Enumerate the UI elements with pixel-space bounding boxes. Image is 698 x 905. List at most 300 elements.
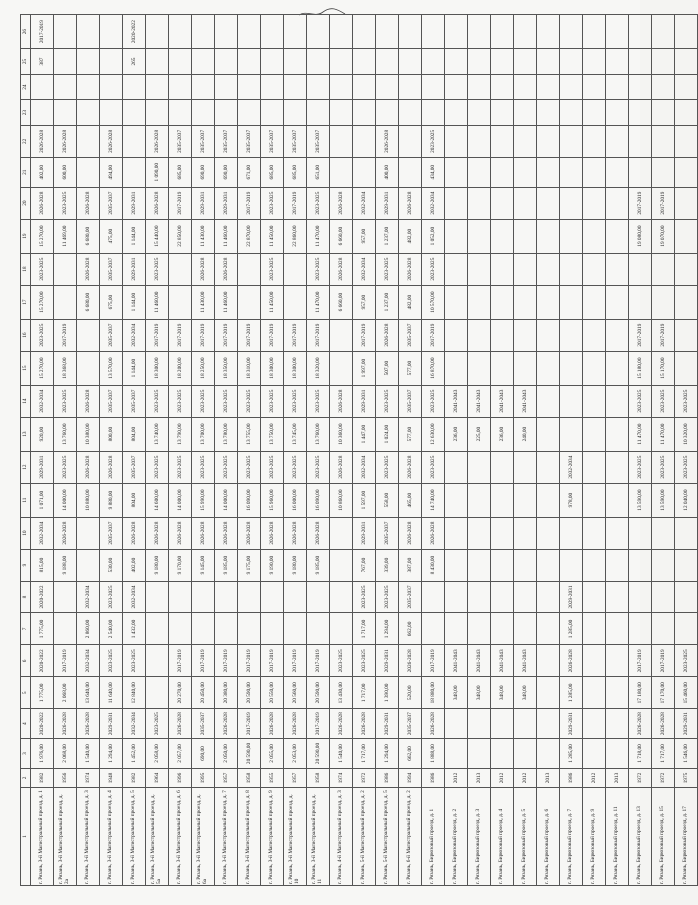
table-cell: 2035-2037 (399, 385, 422, 417)
table-cell: 1975 (675, 768, 698, 787)
table-cell: 9 880,00 (100, 483, 123, 517)
table-cell: 2017-2019 (422, 319, 445, 351)
table-cell: 2023-2025 (192, 385, 215, 417)
table-cell: 1 540,00 (77, 739, 100, 769)
table-cell (537, 125, 560, 157)
table-cell: 2026-2028 (261, 517, 284, 549)
table-cell: 1972 (353, 768, 376, 787)
table-cell (215, 74, 238, 100)
table-cell: 2041-2043 (445, 385, 468, 417)
table-cell: 11 430,00 (192, 285, 215, 319)
table-row (77, 15, 100, 886)
table-row (652, 15, 675, 886)
table-cell: 2029-2031 (123, 187, 146, 219)
table-cell: 2023-2025 (376, 253, 399, 285)
table-cell: 20 560,00 (284, 677, 307, 709)
table-cell: 2026-2028 (77, 709, 100, 739)
table-cell: 2029-2031 (560, 709, 583, 739)
table-cell: 2026-2028 (399, 451, 422, 483)
table-cell: 1 090,00 (146, 157, 169, 187)
table-cell (261, 49, 284, 75)
table-cell: 2023-2025 (353, 645, 376, 677)
table-cell: 2017-2019 (422, 645, 445, 677)
address-cell: г. Рязань, Бирюзовый проезд, д. 2 (445, 788, 468, 886)
col-header: 7 (21, 613, 31, 645)
table-cell (169, 253, 192, 285)
address-cell: г. Рязань, Бирюзовый проезд, д. 3 (468, 788, 491, 886)
table-cell: 348,00 (491, 677, 514, 709)
table-cell: 2026-2028 (238, 517, 261, 549)
table-cell (560, 74, 583, 100)
table-cell (629, 125, 652, 157)
table-cell (422, 100, 445, 126)
table-cell: 13 790,00 (169, 417, 192, 451)
table-cell: 2017-2019 (307, 645, 330, 677)
table-cell (192, 100, 215, 126)
table-cell (606, 451, 629, 483)
col-header: 25 (21, 49, 31, 75)
table-cell (537, 351, 560, 385)
rotated-table-wrapper (20, 14, 689, 886)
col-header: 23 (21, 100, 31, 126)
table-cell (100, 74, 123, 100)
table-cell: 2041-2043 (468, 385, 491, 417)
table-cell: 2026-2028 (330, 709, 353, 739)
table-cell (491, 49, 514, 75)
table-cell: 2032-2034 (560, 451, 583, 483)
address-cell: г. Рязань, 3-й Магистральный проезд, д. 10 (284, 788, 307, 886)
table-cell: 13 750,00 (261, 417, 284, 451)
table-cell (330, 351, 353, 385)
table-cell (146, 645, 169, 677)
table-cell (560, 253, 583, 285)
table-cell: 18 300,00 (146, 351, 169, 385)
table-cell: 2017-2019 (215, 645, 238, 677)
table-cell (146, 613, 169, 645)
table-cell: 2023-2025 (238, 385, 261, 417)
table-cell: 8 430,00 (422, 549, 445, 581)
table-cell: 651,00 (307, 157, 330, 187)
table-cell (238, 49, 261, 75)
table-cell: 2017-2019 (284, 187, 307, 219)
table-cell (583, 709, 606, 739)
table-cell: 16 090,00 (307, 483, 330, 517)
table-cell: 10 360,00 (330, 417, 353, 451)
address-cell: г. Рязань, Бирюзовый проезд, д. 6 (537, 788, 560, 886)
table-cell: 10 380,00 (77, 417, 100, 451)
table-cell (307, 581, 330, 613)
table-cell: 434,00 (422, 157, 445, 187)
table-cell: 2035-2037 (399, 319, 422, 351)
table-cell (514, 15, 537, 49)
address-cell: г. Рязань, 3-й Магистральный проезд, д. 6 (169, 788, 192, 886)
table-cell: 1 432,00 (123, 613, 146, 645)
table-row (330, 15, 353, 886)
table-cell: 15 440,00 (146, 219, 169, 253)
table-cell (514, 483, 537, 517)
col-header: 20 (21, 187, 31, 219)
table-cell (238, 100, 261, 126)
table-cell (583, 451, 606, 483)
table-cell (330, 100, 353, 126)
table-cell (284, 100, 307, 126)
table-cell: 2026-2028 (146, 517, 169, 549)
table-cell (514, 351, 537, 385)
table-cell: 1 144,00 (123, 219, 146, 253)
table-cell (238, 285, 261, 319)
table-cell: 2023-2025 (422, 451, 445, 483)
table-cell (146, 74, 169, 100)
table-cell (537, 74, 560, 100)
table-cell: 2020-2022 (31, 581, 54, 613)
table-cell (629, 517, 652, 549)
table-cell (353, 125, 376, 157)
table-cell: 685,00 (169, 157, 192, 187)
table-cell: 20 590,00 (307, 739, 330, 769)
table-cell: 2026-2028 (399, 187, 422, 219)
table-cell: 11 450,00 (261, 285, 284, 319)
table-row (537, 15, 560, 886)
table-cell: 1 997,00 (353, 351, 376, 385)
table-cell (192, 581, 215, 613)
table-cell: 2023-2025 (215, 451, 238, 483)
table-cell (514, 613, 537, 645)
table-cell (606, 187, 629, 219)
table-cell (445, 15, 468, 49)
table-cell: 2017-2019 (284, 645, 307, 677)
table-cell (514, 549, 537, 581)
table-cell: 2023-2025 (146, 385, 169, 417)
table-cell (422, 581, 445, 613)
table-row (54, 15, 77, 886)
table-cell: 1 237,00 (376, 219, 399, 253)
table-cell: 800,00 (100, 417, 123, 451)
table-row (399, 15, 422, 886)
table-cell: 9 170,00 (169, 549, 192, 581)
address-cell: г. Рязань, 3-й Магистральный проезд, д. 3 (77, 788, 100, 886)
table-cell: 2017-2019 (31, 15, 54, 49)
table-cell: 240,00 (514, 417, 537, 451)
table-cell (606, 100, 629, 126)
table-cell (606, 517, 629, 549)
table-cell (261, 613, 284, 645)
table-cell (652, 581, 675, 613)
table-cell: 15 990,00 (192, 483, 215, 517)
table-cell: 2026-2028 (376, 319, 399, 351)
table-cell: 16 870,00 (422, 351, 445, 385)
table-cell: 387,00 (399, 549, 422, 581)
table-cell (445, 319, 468, 351)
table-cell (675, 125, 698, 157)
table-cell (606, 709, 629, 739)
table-cell: 348,00 (445, 677, 468, 709)
table-row (514, 15, 537, 886)
table-cell: 2026-2028 (330, 451, 353, 483)
col-header: 13 (21, 417, 31, 451)
table-cell (491, 15, 514, 49)
table-cell (445, 451, 468, 483)
table-cell (468, 709, 491, 739)
table-cell (54, 74, 77, 100)
table-cell (514, 187, 537, 219)
table-cell (537, 483, 560, 517)
table-cell (468, 219, 491, 253)
table-cell: 14 000,00 (215, 483, 238, 517)
table-cell: 2017-2019 (169, 187, 192, 219)
table-cell (675, 319, 698, 351)
table-cell: 2 055,00 (261, 739, 284, 769)
table-cell: 339,00 (376, 549, 399, 581)
table-cell: 2020-2022 (123, 15, 146, 49)
table-cell (468, 517, 491, 549)
table-cell: 2029-2031 (353, 385, 376, 417)
table-cell (445, 285, 468, 319)
table-cell: 1 285,00 (560, 677, 583, 709)
col-header: 6 (21, 645, 31, 677)
table-cell: 1 452,00 (123, 739, 146, 769)
table-cell (468, 319, 491, 351)
table-cell (445, 517, 468, 549)
table-cell (606, 49, 629, 75)
table-cell: 804,00 (123, 483, 146, 517)
table-cell: 16 090,00 (238, 483, 261, 517)
table-cell (652, 157, 675, 187)
table-cell (514, 74, 537, 100)
table-cell (330, 613, 353, 645)
table-cell: 2023-2025 (146, 253, 169, 285)
table-cell (514, 581, 537, 613)
table-cell: 2 050,00 (215, 739, 238, 769)
table-cell (537, 677, 560, 709)
table-cell: 9 188,00 (54, 549, 77, 581)
table-cell: 2023-2025 (215, 385, 238, 417)
table-cell: 15 270,00 (31, 219, 54, 253)
table-cell: 2026-2028 (192, 517, 215, 549)
table-cell: 465,00 (399, 483, 422, 517)
table-cell: 2023-2025 (238, 451, 261, 483)
table-cell: 11 470,00 (652, 417, 675, 451)
address-cell: г. Рязань, 3-й Магистральный проезд, д. 1 (31, 788, 54, 886)
table-cell (215, 613, 238, 645)
table-cell (123, 157, 146, 187)
table-cell (583, 645, 606, 677)
table-cell (376, 74, 399, 100)
table-cell: 15 460,00 (675, 677, 698, 709)
table-cell: 11 470,00 (307, 219, 330, 253)
table-cell (284, 15, 307, 49)
table-cell: 2029-2031 (100, 709, 123, 739)
table-cell: 2026-2028 (77, 187, 100, 219)
table-cell (445, 125, 468, 157)
table-cell: 2032-2034 (77, 645, 100, 677)
table-cell (169, 285, 192, 319)
table-cell: 2032-2034 (123, 319, 146, 351)
table-cell (445, 483, 468, 517)
table-cell: 10 880,00 (77, 483, 100, 517)
table-cell (629, 157, 652, 187)
table-cell (537, 417, 560, 451)
table-cell: 2032-2034 (353, 253, 376, 285)
table-cell: 1 447,00 (353, 417, 376, 451)
table-cell (468, 549, 491, 581)
table-cell: 2023-2025 (284, 385, 307, 417)
table-cell: 9 185,00 (307, 549, 330, 581)
table-cell: 1986 (376, 768, 399, 787)
header-row (21, 15, 31, 886)
table-cell: 2023-2025 (652, 385, 675, 417)
table-cell: 2035-2037 (192, 125, 215, 157)
table-row (307, 15, 330, 886)
table-cell: 2035-2037 (100, 385, 123, 417)
table-cell (560, 351, 583, 385)
table-cell: 2035-2037 (399, 709, 422, 739)
table-cell: 2023-2025 (31, 319, 54, 351)
table-cell: 2035-2037 (100, 187, 123, 219)
table-cell (629, 74, 652, 100)
table-cell: 9 145,00 (192, 549, 215, 581)
table-cell: 2026-2028 (399, 253, 422, 285)
table-cell (123, 74, 146, 100)
table-cell: 11 470,00 (629, 417, 652, 451)
table-cell: 20 590,00 (307, 677, 330, 709)
table-cell: 10 320,00 (675, 417, 698, 451)
table-cell: 675,00 (100, 285, 123, 319)
table-cell (146, 677, 169, 709)
table-cell: 13 780,00 (215, 417, 238, 451)
table-row (146, 15, 169, 886)
col-header: 11 (21, 483, 31, 517)
table-cell: 2029-2031 (353, 517, 376, 549)
table-cell: 2017-2019 (238, 709, 261, 739)
table-cell (284, 285, 307, 319)
table-cell: 11 460,00 (215, 285, 238, 319)
table-cell (583, 15, 606, 49)
table-cell (54, 100, 77, 126)
table-row (560, 15, 583, 886)
table-cell: 14 600,00 (146, 483, 169, 517)
table-cell (537, 645, 560, 677)
table-cell (192, 613, 215, 645)
table-cell (652, 285, 675, 319)
table-cell (537, 385, 560, 417)
table-cell: 13 590,00 (652, 483, 675, 517)
table-cell (215, 581, 238, 613)
table-cell (675, 613, 698, 645)
table-cell: 2023-2025 (652, 451, 675, 483)
address-cell: г. Рязань, Бирюзовый проезд, д. 17 (675, 788, 698, 886)
table-cell (537, 15, 560, 49)
table-cell (468, 613, 491, 645)
table-cell: 9 190,00 (261, 549, 284, 581)
table-cell: 2032-2034 (77, 581, 100, 613)
table-cell: 15 960,00 (261, 483, 284, 517)
table-cell: 2023-2025 (307, 385, 330, 417)
table-cell: 2017-2019 (261, 645, 284, 677)
table-cell (537, 100, 560, 126)
table-cell: 1 597,00 (353, 483, 376, 517)
table-cell: 13 640,00 (77, 677, 100, 709)
table-cell: 10 860,00 (330, 483, 353, 517)
table-cell: 2026-2028 (399, 645, 422, 677)
table-cell (376, 100, 399, 126)
table-cell (307, 49, 330, 75)
table-cell (238, 613, 261, 645)
table-cell (583, 125, 606, 157)
table-cell: 1 718,00 (629, 739, 652, 769)
table-cell: 20 380,00 (215, 677, 238, 709)
table-cell (445, 187, 468, 219)
table-cell (537, 253, 560, 285)
table-cell (445, 253, 468, 285)
table-cell (606, 645, 629, 677)
table-cell: 2023-2025 (169, 451, 192, 483)
table-cell (675, 351, 698, 385)
table-cell (560, 157, 583, 187)
table-cell (445, 49, 468, 75)
col-header: 5 (21, 677, 31, 709)
table-cell (583, 417, 606, 451)
address-cell: г. Рязань, 4-й Магистральный проезд, д. 3 (330, 788, 353, 886)
table-cell: 2029-2031 (376, 645, 399, 677)
table-cell (169, 581, 192, 613)
table-cell: 2032-2034 (422, 187, 445, 219)
table-cell (54, 581, 77, 613)
table-cell: 1972 (629, 768, 652, 787)
table-cell: 2017-2019 (169, 645, 192, 677)
table-cell (376, 15, 399, 49)
table-cell (468, 739, 491, 769)
table-row (491, 15, 514, 886)
table-cell (468, 253, 491, 285)
table-cell: 2023-2025 (675, 385, 698, 417)
table-cell (77, 125, 100, 157)
table-cell (629, 253, 652, 285)
table-cell (537, 187, 560, 219)
table-cell (537, 581, 560, 613)
table-cell (146, 15, 169, 49)
col-header: 12 (21, 451, 31, 483)
table-cell (560, 385, 583, 417)
table-cell: 2026-2028 (31, 125, 54, 157)
table-cell (629, 49, 652, 75)
table-cell (31, 74, 54, 100)
table-cell: 2029-2031 (675, 709, 698, 739)
table-cell: 1 775,00 (31, 613, 54, 645)
table-cell: 1 540,00 (330, 739, 353, 769)
table-cell: 475,00 (100, 219, 123, 253)
table-cell: 2017-2019 (652, 187, 675, 219)
table-cell: 957,00 (353, 219, 376, 253)
table-cell: 348,00 (514, 677, 537, 709)
table-cell (537, 739, 560, 769)
table-cell: 2026-2028 (123, 517, 146, 549)
table-cell (445, 709, 468, 739)
table-cell: 1 144,00 (123, 351, 146, 385)
table-cell: 2012 (514, 768, 537, 787)
table-cell (629, 549, 652, 581)
table-cell: 1974 (330, 768, 353, 787)
table-cell: 2026-2028 (560, 645, 583, 677)
table-cell: 1957 (284, 768, 307, 787)
table-cell (77, 74, 100, 100)
address-cell: г. Рязань, 5-й Магистральный проезд, д. 2 (353, 788, 376, 886)
table-cell: 2 057,00 (169, 739, 192, 769)
table-cell: 1986 (560, 768, 583, 787)
table-cell: 2017-2019 (261, 319, 284, 351)
table-cell: 15 170,00 (652, 351, 675, 385)
table-cell (491, 187, 514, 219)
table-cell: 9 180,00 (284, 549, 307, 581)
